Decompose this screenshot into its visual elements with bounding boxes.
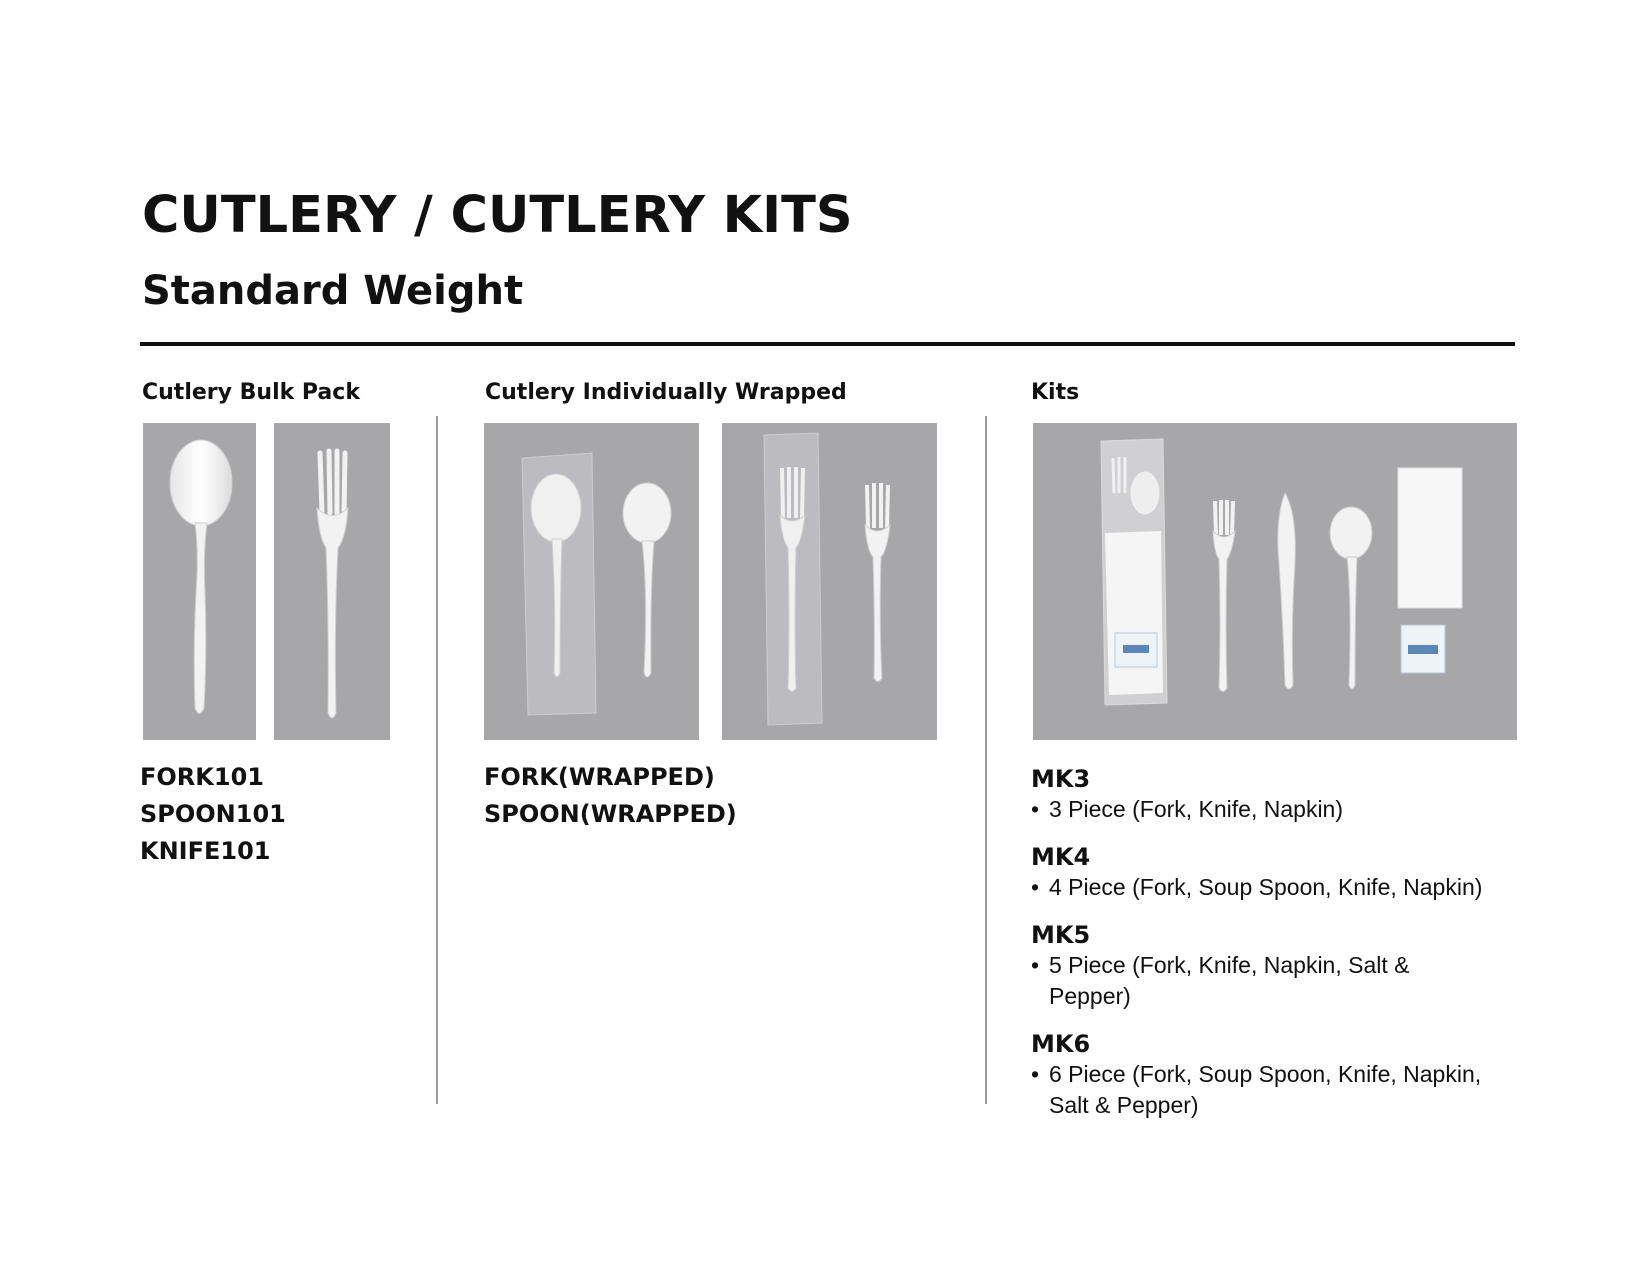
wrapped-fork-photo	[722, 423, 937, 740]
kit-code: MK5	[1031, 921, 1091, 949]
bullet: •	[1031, 1061, 1040, 1087]
column-divider	[436, 416, 438, 1104]
fork-photo	[274, 423, 390, 740]
spoon-icon	[143, 423, 256, 740]
bullet: •	[1031, 796, 1040, 822]
product-code: SPOON(WRAPPED)	[484, 800, 737, 828]
kit-item	[1031, 1029, 1489, 1121]
kit-list	[1031, 764, 1489, 1138]
spoon-photo	[143, 423, 256, 740]
column-divider	[985, 416, 987, 1104]
bulk-pack-heading: Cutlery Bulk Pack	[142, 380, 360, 405]
kit-code: MK4	[1031, 843, 1091, 871]
kit-description: • 5 Piece (Fork, Knife, Napkin, Salt & Pepper)	[1031, 952, 1410, 1009]
page-subtitle: Standard Weight	[142, 268, 524, 314]
product-code: FORK101	[140, 763, 264, 791]
kit-code: MK3	[1031, 765, 1091, 793]
wrapped-fork-icon	[722, 423, 937, 740]
product-code: KNIFE101	[140, 837, 271, 865]
bullet: •	[1031, 874, 1040, 900]
kit-item	[1031, 842, 1489, 903]
product-code: SPOON101	[140, 800, 286, 828]
kit-description: • 3 Piece (Fork, Knife, Napkin)	[1031, 794, 1489, 825]
cutlery-kit-icon	[1033, 423, 1517, 740]
kit-description: • 4 Piece (Fork, Soup Spoon, Knife, Napkin)	[1031, 872, 1489, 903]
kit-item	[1031, 920, 1489, 1012]
fork-icon	[274, 423, 390, 740]
wrapped-heading: Cutlery Individually Wrapped	[485, 380, 847, 405]
wrapped-spoon-icon	[484, 423, 699, 740]
page-title: CUTLERY / CUTLERY KITS	[142, 186, 853, 245]
header-rule	[140, 342, 1515, 346]
product-code: FORK(WRAPPED)	[484, 763, 715, 791]
bullet: •	[1031, 952, 1040, 978]
wrapped-spoon-photo	[484, 423, 699, 740]
kit-description: • 6 Piece (Fork, Soup Spoon, Knife, Napkin, Salt & Pepper)	[1031, 1061, 1482, 1118]
kit-code: MK6	[1031, 1030, 1091, 1058]
kits-heading: Kits	[1031, 380, 1080, 405]
cutlery-kit-photo	[1033, 423, 1517, 740]
kit-item	[1031, 764, 1489, 825]
